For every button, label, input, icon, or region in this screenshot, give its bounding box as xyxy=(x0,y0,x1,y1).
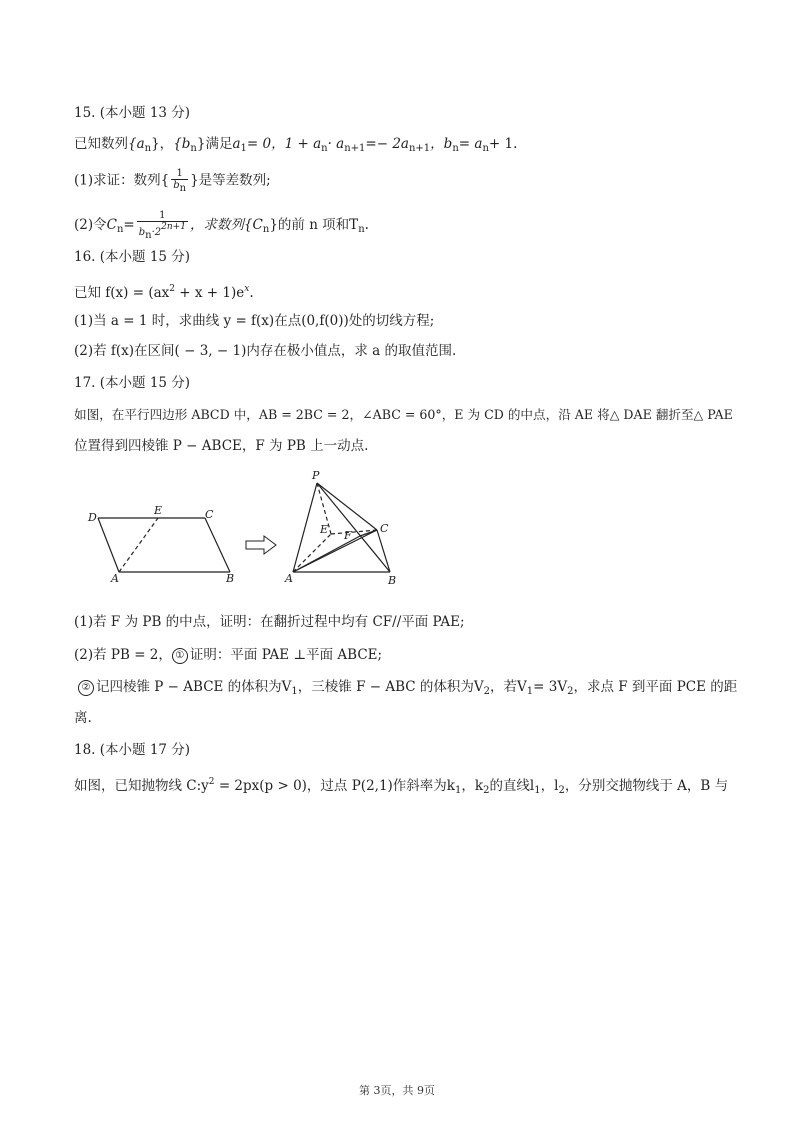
pyramid-pabce xyxy=(293,483,390,572)
page-footer: 第 3页，共 9页 xyxy=(359,1084,435,1097)
fraction-1-over-bn: $\frac{1}{bn}$ xyxy=(173,168,187,194)
label-a2: A xyxy=(285,572,293,585)
label-b: B xyxy=(226,572,235,585)
q15-part2: (2)令$C_n=$ $\frac{1}{bn\cdot 22n+1}$ ，求数列$\{C_n\}$的前 n 项和$T_n$. xyxy=(74,210,369,241)
q17-heading: 17. (本小题 15 分) xyxy=(74,375,191,391)
q15-heading: 15. (本小题 13 分) xyxy=(74,105,191,121)
q18-stem: 如图，已知抛物线 $C:y^2 = 2px(p > 0)$，过点 P(2,1)作斜率为$k_1$，$k_2$的直线$l_1$，$l_2$，分别交抛物线于 A，B 与 xyxy=(74,777,729,796)
label-b2: B xyxy=(388,574,397,587)
q17-part1: (1)若 F 为 PB 的中点，证明：在翻折过程中均有 CF//平面 PAE; xyxy=(74,614,465,630)
transform-arrow-icon xyxy=(246,536,276,554)
label-e2: E xyxy=(320,523,329,536)
label-d: D xyxy=(88,511,97,524)
q16-stem: 已知 $f(x) = (ax^2 + x + 1)e^x$. xyxy=(74,284,254,301)
q17-stem-line1: 如图，在平行四边形 ABCD 中，AB = 2BC = 2，∠ABC = 60°，E 为 CD 的中点，沿 AE 将△ DAE 翻折至△ PAE xyxy=(74,407,733,422)
fraction-cn: $\frac{1}{bn\cdot 22n+1}$ xyxy=(138,210,186,241)
label-c2: C xyxy=(380,522,389,535)
q17-part2: (2)若 PB = 2， ① 证明：平面 PAE ⊥平面 ABCE; xyxy=(74,647,383,663)
q16-part2: (2)若 f(x)在区间( − 3, − 1)内存在极小值点，求 a 的取值范围. xyxy=(74,343,457,359)
label-c: C xyxy=(205,508,214,521)
label-p: P xyxy=(312,469,320,482)
label-a: A xyxy=(111,572,119,585)
q16-part1: (1)当 a = 1 时，求曲线 y = f(x)在点(0,f(0))处的切线方程; xyxy=(74,313,435,329)
q17-part3-end: 离. xyxy=(74,710,92,726)
q18-heading: 18. (本小题 17 分) xyxy=(74,742,191,758)
q15-part1: (1)求证：数列{ $\frac{1}{bn}$ }是等差数列; xyxy=(74,168,271,194)
q17-stem-line2: 位置得到四棱锥 P − ABCE，F 为 PB 上一动点. xyxy=(74,438,369,454)
label-f: F xyxy=(344,529,352,542)
q16-heading: 16. (本小题 15 分) xyxy=(74,249,191,265)
label-e: E xyxy=(154,504,163,517)
q15-stem: 已知数列$\{a_n\}$，$\{b_n\}$满足$a_1= 0$，$1 + a_n\cdot a_{n+1}=- 2a_{n+1}$，$b_n= a_n+ 1$. xyxy=(74,136,518,154)
q17-part3: ② 记四棱锥 P − ABCE 的体积为$V_1$，三棱锥 F − ABC 的体积为$V_2$，若$V_1= 3V_2$，求点 F 到平面 PCE 的距 xyxy=(78,677,737,702)
q17-figure xyxy=(80,466,410,592)
parallelogram-abcd xyxy=(98,518,230,572)
